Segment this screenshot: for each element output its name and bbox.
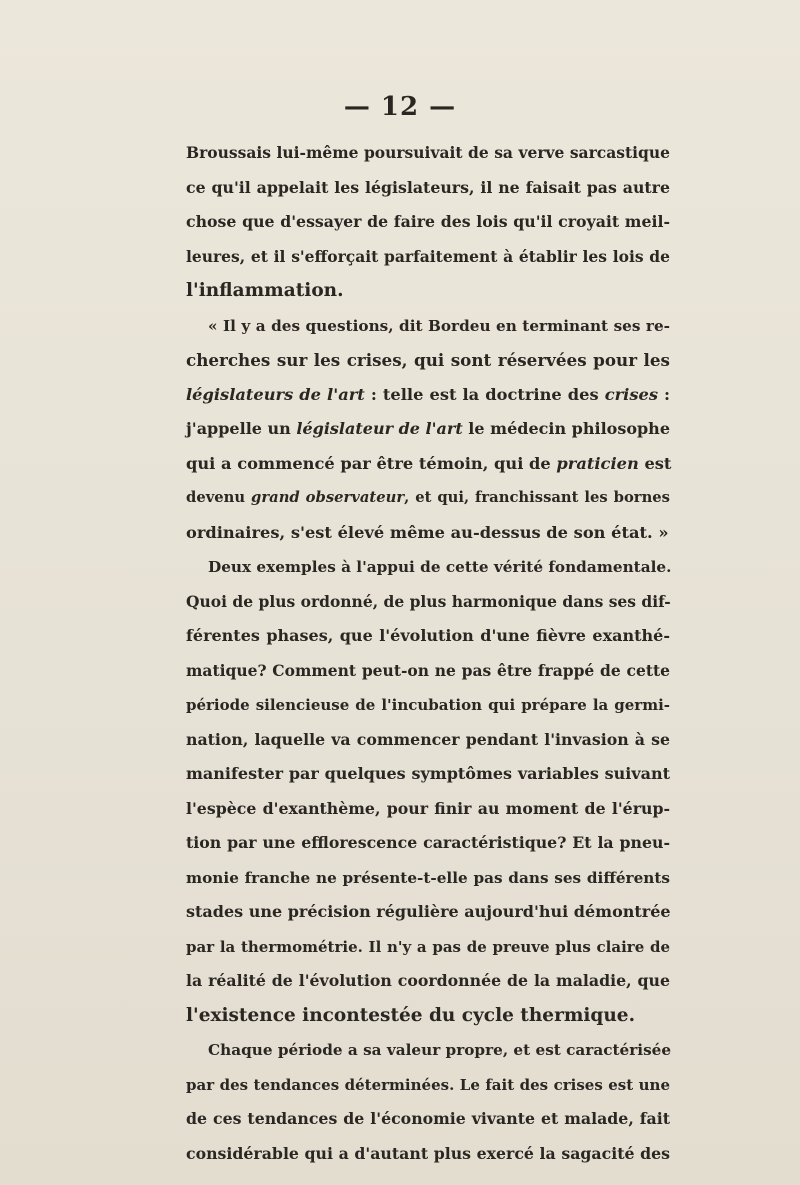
italic-term: grand observateur <box>251 489 405 506</box>
text-run: qui a commencé par être témoin, qui de <box>186 453 557 473</box>
text-line: Quoi de plus ordonné, de plus harmonique dans ses dif- <box>186 591 671 611</box>
italic-term: législateurs de l'art <box>186 384 365 404</box>
italic-term: législateur de l'art <box>296 419 463 438</box>
text-run: : telle est la doctrine des <box>364 384 605 404</box>
italic-term: praticien <box>556 453 639 473</box>
text-line: tion par une efflorescence caractéristique? Et la pneu- <box>186 833 670 852</box>
text-line <box>186 481 670 516</box>
text-line: ce qu'il appelait les législateurs, il ne faisait pas autre <box>186 177 670 197</box>
text-line: Chaque période a sa valeur propre, et est caractérisée <box>208 1041 672 1059</box>
text-run: , et qui, franchissant les bornes <box>404 489 670 506</box>
text-line: stades une précision régulière aujourd'hui démontrée <box>186 902 671 921</box>
text-line: monie franche ne présente-t-elle pas dans ses différents <box>186 868 670 887</box>
text-line: férentes phases, que l'évolution d'une fièvre exanthé- <box>186 626 670 645</box>
text-line: par la thermométrie. Il n'y a pas de preuve plus claire de <box>186 937 670 956</box>
text-line: matique? Comment peut-on ne pas être frappé de cette <box>186 660 670 680</box>
text-run: est <box>638 453 672 473</box>
text-line: la réalité de l'évolution coordonnée de la maladie, que <box>186 971 670 990</box>
page-number: — 12 — <box>343 92 457 122</box>
body-text <box>186 136 670 1171</box>
italic-term: crises <box>604 384 658 404</box>
text-line: cherches sur les crises, qui sont réservées pour les <box>186 350 670 370</box>
text-run: j'appelle un <box>186 419 297 438</box>
text-line: leures, et il s'efforçait parfaitement à établir les lois de <box>186 246 670 266</box>
text-line: Deux exemples à l'appui de cette vérité fondamentale. <box>208 558 672 576</box>
text-line: de ces tendances de l'économie vivante et malade, fait <box>186 1109 670 1128</box>
text-run: devenu <box>186 489 252 506</box>
text-line: « Il y a des questions, dit Bordeu en terminant ses re- <box>208 316 670 335</box>
text-line: l'existence incontestée du cycle thermique. <box>186 1004 636 1026</box>
text-run: : <box>657 384 671 404</box>
text-line: l'espèce d'exanthème, pour finir au moment de l'érup- <box>186 798 670 818</box>
text-line: manifester par quelques symptômes variables suivant <box>186 764 670 783</box>
text-line: par des tendances déterminées. Le fait des crises est une <box>186 1075 670 1094</box>
text-line <box>186 447 670 482</box>
text-line: considérable qui a d'autant plus exercé la sagacité des <box>186 1143 670 1163</box>
text-line: ordinaires, s'est élevé même au-dessus de son état. » <box>186 522 669 542</box>
text-line <box>186 412 670 447</box>
text-line: chose que d'essayer de faire des lois qu'il croyait meil- <box>186 212 670 231</box>
text-line <box>186 378 670 413</box>
text-run: le médecin philosophe <box>462 419 670 438</box>
text-line: période silencieuse de l'incubation qui prépare la germi- <box>186 696 670 714</box>
text-line: Broussais lui-même poursuivait de sa verve sarcastique <box>186 143 670 162</box>
text-line: l'inflammation. <box>186 280 344 301</box>
text-line: nation, laquelle va commencer pendant l'invasion à se <box>186 729 670 749</box>
